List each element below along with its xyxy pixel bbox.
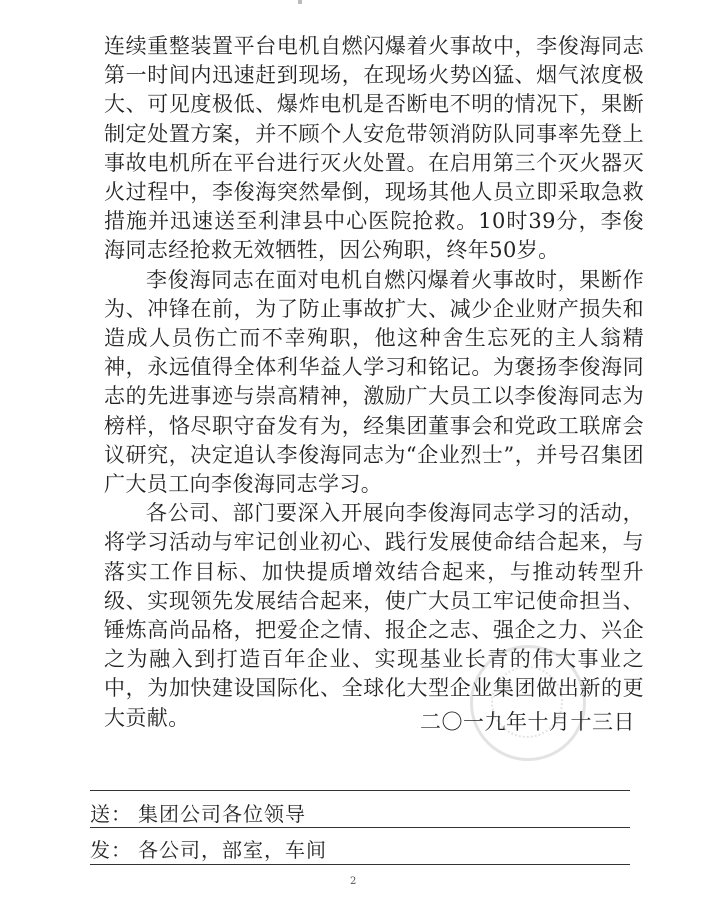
paragraph-3: 各公司、部门要深入开展向李俊海同志学习的活动，将学习活动与牢记创业初心、践行发展使命结合起来，与落实工作目标、加快提质增效结合起来，与推动转型升级、实现领先发展结合起来，使广大员工牢记使命担当、锤炼高尚品格，把爱企之情、报企之志、强企之力、兴企之为融入到打造百年企业、实现基业长青的伟大事业之中，为加快建设国际化、全球化大型企业集团做出新的更大贡献。 xyxy=(104,501,644,730)
official-seal-stamp xyxy=(470,645,586,761)
send-line xyxy=(90,798,306,827)
cc-recipients: 各公司，部室，车间 xyxy=(138,838,327,862)
cc-line xyxy=(90,834,327,863)
document-body xyxy=(104,32,644,733)
paragraph-2: 李俊海同志在面对电机自燃闪爆着火事故时，果断作为、冲锋在前，为了防止事故扩大、减少企业财产损失和造成人员伤亡而不幸殉职，他这种舍生忘死的主人翁精神，永远值得全体利华益人学习和铭记。为褒扬李俊海同志的先进事迹与崇高精神，激励广大员工以李俊海同志为榜样，恪尽职守奋发有为，经集团董事会和党政工联席会议研究，决定追认李俊海同志为“企业烈士”，并号召集团广大员工向李俊海同志学习。 xyxy=(104,267,644,497)
send-recipients: 集团公司各位领导 xyxy=(138,802,306,826)
divider-top xyxy=(90,790,630,791)
cc-label: 发： xyxy=(90,838,132,862)
divider-middle xyxy=(90,827,630,828)
paragraph-1: 连续重整装置平台电机自燃闪爆着火事故中，李俊海同志第一时间内迅速赶到现场，在现场火势凶猛、烟气浓度极大、可见度极低、爆炸电机是否断电不明的情况下，果断制定处置方案，并不顾个人安危带领消防队同事率先登上事故电机所在平台进行灭火处置。在启用第三个灭火器灭火过程中，李俊海突然晕倒，现场其他人员立即采取急救措施并迅速送至利津县中心医院抢救。10时39分，李俊海同志经抢救无效牺牲，因公殉职，终年50岁。 xyxy=(104,34,644,263)
scan-mark xyxy=(298,0,302,4)
send-label: 送： xyxy=(90,802,132,826)
divider-bottom xyxy=(90,864,630,865)
issue-date: 二〇一九年十月十三日 xyxy=(420,710,635,734)
page-number: 2 xyxy=(350,876,357,887)
